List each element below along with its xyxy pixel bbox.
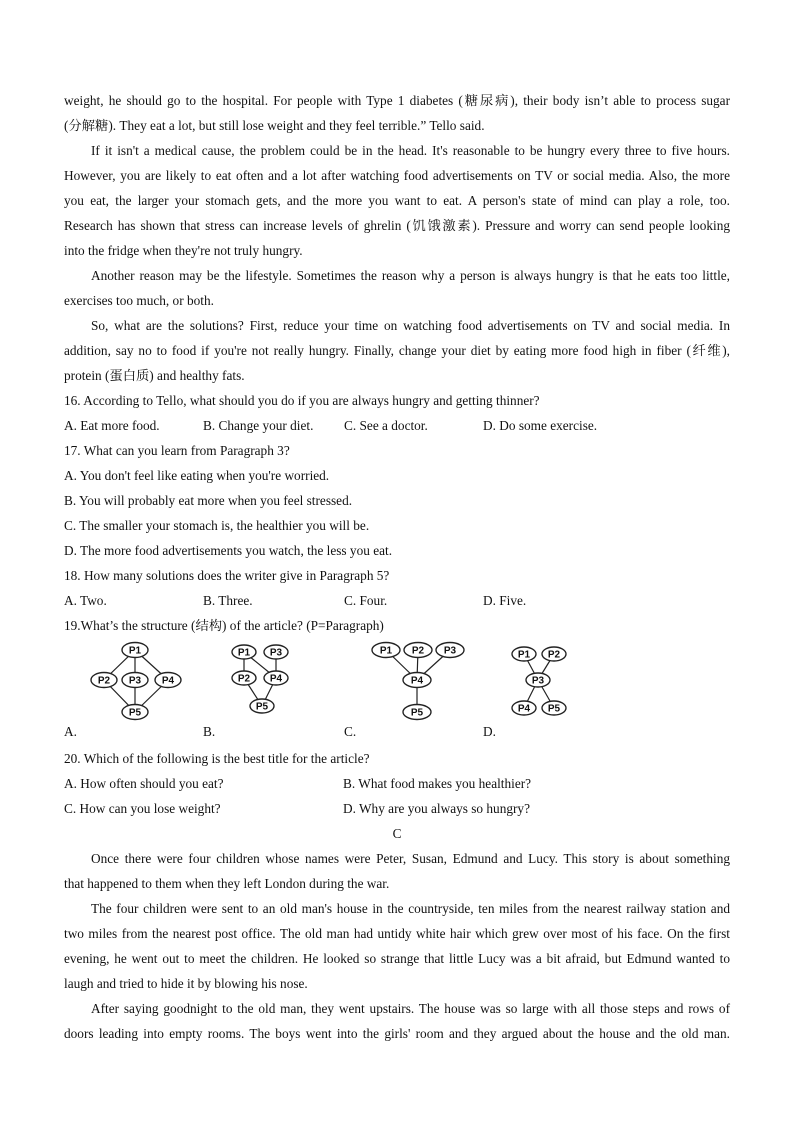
passage-line: The four children were sent to an old man's house in the countryside, ten miles from the nearest railway station and xyxy=(91,901,730,916)
passage-line: protein (蛋白质) and healthy fats. xyxy=(64,368,245,383)
structure-diagrams xyxy=(64,640,730,746)
node-label: P5 xyxy=(255,701,269,713)
node-label: P4 xyxy=(517,703,531,715)
passage-line: Another reason may be the lifestyle. Sometimes the reason why a person is always hungry is that he eats too little, xyxy=(91,268,730,283)
node-label: P2 xyxy=(547,649,561,661)
question-17-stem: 17. What can you learn from Paragraph 3? xyxy=(64,443,290,458)
node-label: P5 xyxy=(547,703,561,715)
diagram-c xyxy=(366,640,476,724)
node-label: P5 xyxy=(410,707,424,719)
passage-line: However, you are likely to eat often and a lot after watching food advertisements on TV or social media. Also, the more xyxy=(64,168,730,183)
passage-line: that happened to them when they left London during the war. xyxy=(64,876,390,891)
option-c: C. xyxy=(344,724,357,739)
option-a: A. Eat more food. xyxy=(64,418,160,433)
node-label: P1 xyxy=(379,645,393,657)
option-a: A. You don't feel like eating when you're worried. xyxy=(64,468,330,483)
node-label: P3 xyxy=(269,647,283,659)
option-d: D. Five. xyxy=(483,593,527,608)
question-20-stem: 20. Which of the following is the best title for the article? xyxy=(64,751,370,766)
option-b: B. You will probably eat more when you feel stressed. xyxy=(64,493,353,508)
option-b: B. What food makes you healthier? xyxy=(343,776,532,791)
option-b: B. Three. xyxy=(203,593,253,608)
diagram-b xyxy=(226,640,302,724)
question-18-stem: 18. How many solutions does the writer give in Paragraph 5? xyxy=(64,568,390,583)
node-label: P4 xyxy=(269,673,283,685)
option-d: D. xyxy=(483,724,496,739)
node-label: P2 xyxy=(411,645,425,657)
section-heading: C xyxy=(392,826,402,841)
question-20-options-row2 xyxy=(64,796,730,821)
question-20-options-row1 xyxy=(64,771,730,796)
question-16-options xyxy=(64,413,730,438)
diagram-d xyxy=(506,640,576,724)
document-page xyxy=(64,88,730,1046)
node-label: P3 xyxy=(443,645,457,657)
passage-line: two miles from the nearest post office. The old man had untidy white hair which grew over most of his face. On the first xyxy=(64,926,730,941)
diagram-a xyxy=(86,640,196,724)
option-d: D. Do some exercise. xyxy=(483,418,598,433)
option-c: C. See a doctor. xyxy=(344,418,428,433)
option-a: A. xyxy=(64,724,77,739)
question-18-options xyxy=(64,588,730,613)
node-label: P4 xyxy=(161,675,175,687)
node-label: P5 xyxy=(128,707,142,719)
question-16-stem: 16. According to Tello, what should you do if you are always hungry and getting thinner? xyxy=(64,393,540,408)
node-label: P2 xyxy=(237,673,251,685)
option-c: C. How can you lose weight? xyxy=(64,801,221,816)
passage-line: laugh and tried to hide it by blowing his nose. xyxy=(64,976,308,991)
node-label: P1 xyxy=(237,647,251,659)
passage-line: So, what are the solutions? First, reduce your time on watching food advertisements on TV and social media. In xyxy=(91,318,730,333)
option-d: D. The more food advertisements you watch, the less you eat. xyxy=(64,543,393,558)
passage-line: into the fridge when they're not truly hungry. xyxy=(64,243,303,258)
node-label: P4 xyxy=(410,675,424,687)
option-a: A. Two. xyxy=(64,593,107,608)
passage-line: exercises too much, or both. xyxy=(64,293,214,308)
passage-line: Research has shown that stress can increase levels of ghrelin (饥饿激素). Pressure and worry can send people looking xyxy=(64,218,730,233)
passage-line: Once there were four children whose names were Peter, Susan, Edmund and Lucy. This story is about something xyxy=(91,851,730,866)
option-a: A. How often should you eat? xyxy=(64,776,224,791)
option-b: B. Change your diet. xyxy=(203,418,314,433)
passage-line: (分解糖). They eat a lot, but still lose weight and they feel terrible.” Tello said. xyxy=(64,118,485,133)
option-c: C. The smaller your stomach is, the healthier you will be. xyxy=(64,518,370,533)
passage-line: you eat, the larger your stomach gets, and the more you want to eat. A person's state of mind can play a role, too. xyxy=(64,193,730,208)
question-19-stem: 19.What’s the structure (结构) of the article? (P=Paragraph) xyxy=(64,618,384,633)
passage-line: evening, he went out to meet the children. He looked so strange that little Lucy was a bit afraid, but Edmund wanted to xyxy=(64,951,730,966)
passage-line: If it isn't a medical cause, the problem could be in the head. It's reasonable to be hungry every three to five hours. xyxy=(91,143,730,158)
passage-line: doors leading into empty rooms. The boys went into the girls' room and they argued about the house and the old man. xyxy=(64,1026,730,1041)
option-c: C. Four. xyxy=(344,593,388,608)
passage-line: After saying goodnight to the old man, they went upstairs. The house was so large with all those steps and rows of xyxy=(91,1001,730,1016)
node-label: P3 xyxy=(128,675,142,687)
passage-line: weight, he should go to the hospital. For people with Type 1 diabetes (糖尿病), their body isn’t able to process sugar xyxy=(64,93,730,108)
node-label: P3 xyxy=(531,675,545,687)
node-label: P2 xyxy=(97,675,111,687)
node-label: P1 xyxy=(517,649,531,661)
node-label: P1 xyxy=(128,645,142,657)
option-b: B. xyxy=(203,724,216,739)
option-d: D. Why are you always so hungry? xyxy=(343,801,530,816)
passage-line: addition, say no to food if you're not really hungry. Finally, change your diet by eating more food high in fiber (纤维), xyxy=(64,343,730,358)
